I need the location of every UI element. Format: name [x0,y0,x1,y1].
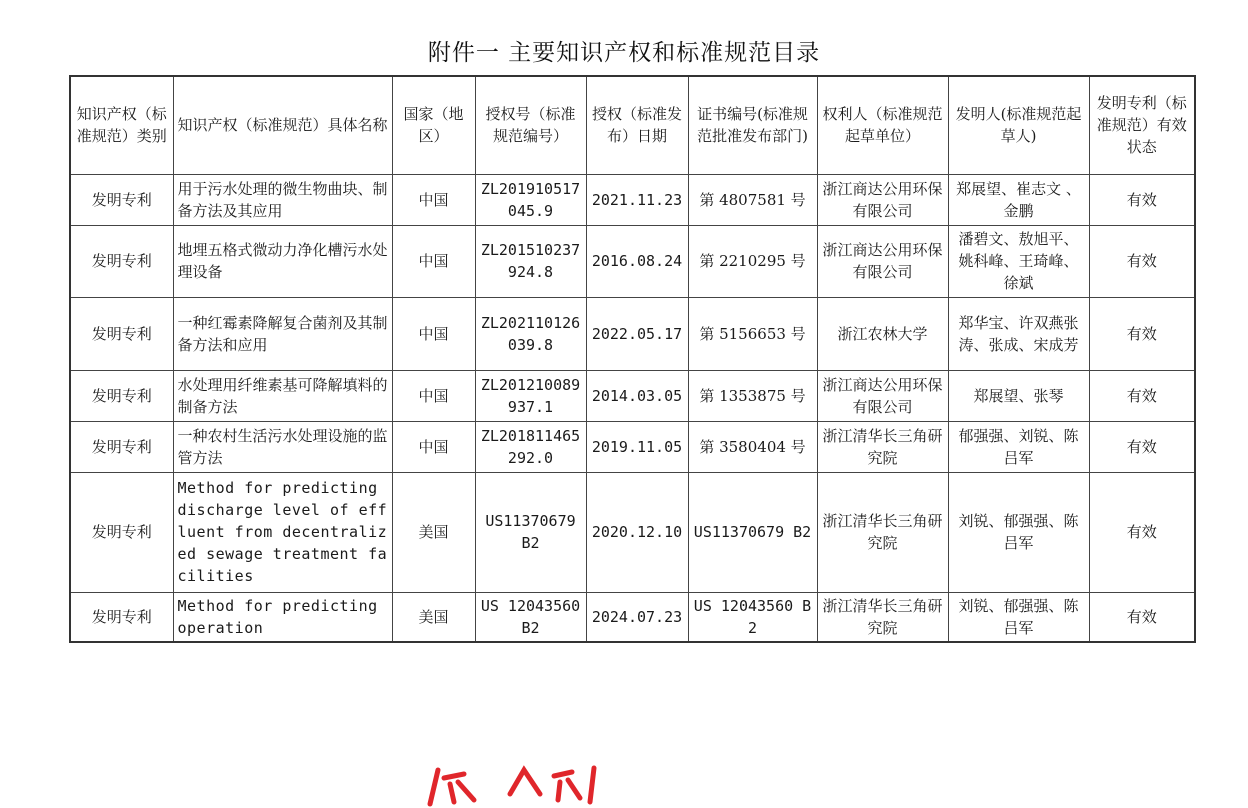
cell-category: 发明专利 [70,370,173,421]
table-row [70,472,1195,592]
table-row [70,592,1195,642]
cell-date: 2016.08.24 [586,225,688,297]
cell-cert-no: US 12043560 B2 [688,592,817,642]
cell-inventors: 郑展望、崔志文 、金鹏 [948,174,1089,225]
header-date: 授权（标准发布）日期 [586,76,688,174]
cell-category: 发明专利 [70,421,173,472]
cell-category: 发明专利 [70,225,173,297]
header-status: 发明专利（标准规范）有效状态 [1089,76,1195,174]
cell-country: 中国 [392,370,475,421]
cell-inventors: 刘锐、郁强强、陈吕军 [948,592,1089,642]
cell-name: Method for predicting operation [173,592,392,642]
cell-country: 美国 [392,472,475,592]
cell-inventors: 郑展望、张琴 [948,370,1089,421]
table-row [70,421,1195,472]
cell-status: 有效 [1089,297,1195,370]
cell-auth-no: US11370679 B2 [475,472,586,592]
cell-auth-no: ZL202110126039.8 [475,297,586,370]
cell-auth-no: US 12043560 B2 [475,592,586,642]
cell-date: 2019.11.05 [586,421,688,472]
table-row [70,174,1195,225]
header-holder: 权利人（标准规范起草单位） [817,76,948,174]
header-country: 国家（地区） [392,76,475,174]
cell-status: 有效 [1089,174,1195,225]
cell-cert-no: 第 2210295 号 [688,225,817,297]
header-cert-no: 证书编号(标准规范批准发布部门) [688,76,817,174]
cell-inventors: 刘锐、郁强强、陈吕军 [948,472,1089,592]
cell-date: 2020.12.10 [586,472,688,592]
table-header-row [70,76,1195,174]
cell-status: 有效 [1089,472,1195,592]
cell-holder: 浙江商达公用环保有限公司 [817,174,948,225]
cell-name: 水处理用纤维素基可降解填料的制备方法 [173,370,392,421]
cell-cert-no: 第 4807581 号 [688,174,817,225]
cell-country: 中国 [392,421,475,472]
cell-inventors: 郁强强、刘锐、陈吕军 [948,421,1089,472]
cell-auth-no: ZL201210089937.1 [475,370,586,421]
cell-category: 发明专利 [70,297,173,370]
cell-holder: 浙江农林大学 [817,297,948,370]
cell-date: 2021.11.23 [586,174,688,225]
cell-country: 中国 [392,297,475,370]
cell-name: 用于污水处理的微生物曲块、制备方法及其应用 [173,174,392,225]
header-auth-no: 授权号（标准规范编号） [475,76,586,174]
cell-cert-no: 第 1353875 号 [688,370,817,421]
cell-status: 有效 [1089,421,1195,472]
cell-date: 2022.05.17 [586,297,688,370]
cell-date: 2024.07.23 [586,592,688,642]
header-inventors: 发明人(标准规范起草人) [948,76,1089,174]
cell-inventors: 郑华宝、许双燕张涛、张成、宋成芳 [948,297,1089,370]
cell-cert-no: 第 3580404 号 [688,421,817,472]
cell-name: 地埋五格式微动力净化槽污水处理设备 [173,225,392,297]
document-title: 附件一 主要知识产权和标准规范目录 [427,40,821,66]
cell-country: 中国 [392,225,475,297]
header-category: 知识产权（标准规范）类别 [70,76,173,174]
cell-status: 有效 [1089,592,1195,642]
cell-category: 发明专利 [70,174,173,225]
ip-catalog-table [69,75,1196,643]
cell-holder: 浙江清华长三角研究院 [817,421,948,472]
cell-holder: 浙江清华长三角研究院 [817,472,948,592]
cell-name: 一种红霉素降解复合菌剂及其制备方法和应用 [173,297,392,370]
cell-cert-no: US11370679 B2 [688,472,817,592]
cell-auth-no: ZL201811465292.0 [475,421,586,472]
cell-holder: 浙江商达公用环保有限公司 [817,370,948,421]
cell-name: 一种农村生活污水处理设施的监管方法 [173,421,392,472]
cell-category: 发明专利 [70,472,173,592]
cell-holder: 浙江商达公用环保有限公司 [817,225,948,297]
table-row [70,370,1195,421]
red-seal-stamp [424,764,604,808]
cell-name: Method for predicting discharge level of effluent from decentralized sewage treatment facilities [173,472,392,592]
cell-auth-no: ZL201510237924.8 [475,225,586,297]
cell-category: 发明专利 [70,592,173,642]
cell-cert-no: 第 5156653 号 [688,297,817,370]
cell-country: 中国 [392,174,475,225]
header-name: 知识产权（标准规范）具体名称 [173,76,392,174]
cell-inventors: 潘碧文、敖旭平、 姚科峰、王琦峰、徐斌 [948,225,1089,297]
cell-holder: 浙江清华长三角研究院 [817,592,948,642]
cell-auth-no: ZL201910517045.9 [475,174,586,225]
cell-status: 有效 [1089,225,1195,297]
cell-status: 有效 [1089,370,1195,421]
table-row [70,225,1195,297]
table-row [70,297,1195,370]
cell-country: 美国 [392,592,475,642]
cell-date: 2014.03.05 [586,370,688,421]
